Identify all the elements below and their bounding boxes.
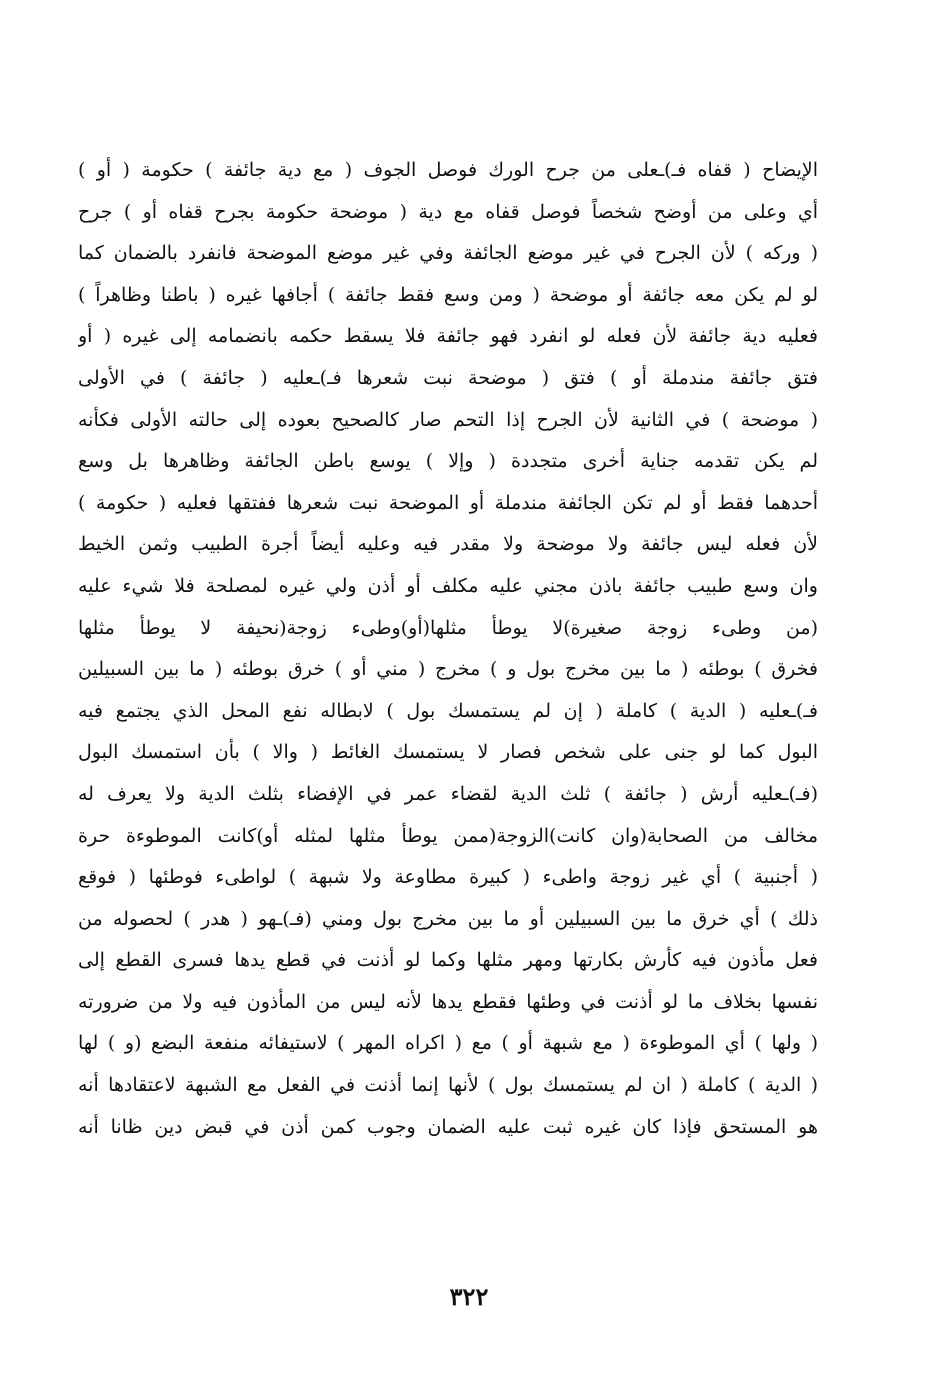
body-text [78,150,818,1148]
text-line: ( الدية ) كاملة ( ان لم يستمسك بول ) لأنها إنما أذنت في الفعل مع الشبهة لاعتقادها أنه [78,1074,818,1097]
page-number: ٣٢٢ [449,1282,489,1311]
text-line: الإيضاح ( قفاه فـ)ـعلى من جرح الورك فوصل الجوف ( مع دية جائفة ) حكومة ( أو ) [78,159,818,181]
text-line: فخرق ) بوطئه ( ما بين مخرج بول و ) مخرج ( مني أو ) خرق بوطئه ( ما بين السبيلين [78,658,818,681]
text-line: (فـ)ـعليه أرش ( جائفة ) ثلث الدية لقضاء عمر في الإفضاء بثلث الدية ولا يعرف له [78,782,818,805]
text-line: لأن فعله ليس جائفة ولا موضحة ولا مقدر فيه وعليه أيضاً أجرة الطبيب وثمن الخيط [78,533,818,556]
text-line: نفسها بخلاف ما لو أذنت في وطئها فقطع يدها لأنه ليس من المأذون فيه ولا من ضرورته [78,990,818,1013]
text-line: هو المستحق فإذا كان غيره ثبت عليه الضمان وجوب كمن أذن في قبض دين ظانا أنه [78,1115,818,1138]
text-line: (من وطىء زوجة صغيرة)لا يوطأ مثلها(أو)وطىء زوجة(نحيفة لا يوطأ مثلها [78,616,818,639]
text-line: فعليه دية جائفة لأن فعله لو انفرد فهو جائفة فلا يسقط حكمه بانضمامه إلى غيره ( أو [78,325,818,348]
text-line: ( وركه ) لأن الجرح في غير موضع الجائفة وفي غير موضع الموضحة فانفرد بالضمان كما [78,242,818,265]
text-line: فعل مأذون فيه كأرش بكارتها ومهر مثلها وكما لو أذنت في قطع يدها فسرى القطع إلى [78,949,818,972]
text-line: أي وعلى من أوضح شخصاً فوصل قفاه مع دية ( موضحة حكومة بجرح قفاه أو ) جرح [78,200,818,223]
text-line: فـ)ـعليه ( الدية ) كاملة ( إن لم يستمسك بول ) لابطاله نفع المحل الذي يجتمع فيه [78,699,818,722]
text-line: فتق جائفة مندملة أو ) فتق ( موضحة نبت شعرها فـ)ـعليه ( جائفة ) في الأولى [78,366,818,389]
text-line: ذلك ) أي خرق ما بين السبيلين أو ما بين مخرج بول ومني (فـ)ـهو ( هدر ) لحصوله من [78,907,818,930]
text-line: ( ولها ) أي الموطوءة ( مع شبهة أو ) مع ( اكراه المهر ) لاستيفائه منفعة البضع (و ) لها [78,1032,818,1055]
text-line: وان وسع طبيب جائفة باذن مجني عليه مكلف أو أذن ولي غيره لمصلحة فلا شيء عليه [78,574,818,597]
text-line: ( موضحة ) في الثانية لأن الجرح إذا التحم صار كالصحيح بعوده إلى حالته الأولى فكأنه [78,408,818,431]
text-line: مخالف من الصحابة(وان كانت)الزوجة(ممن يوطأ مثلها لمثله أو)كانت الموطوءة حرة [78,824,818,847]
text-line: البول كما لو جنى على شخص فصار لا يستمسك الغائط ( والا ) بأن استمسك البول [78,741,818,764]
text-line: ( أجنبية ) أي غير زوجة واطىء ( كبيرة مطاوعة ولا شبهة ) لواطىء فوطئها ( فوقع [78,866,818,889]
text-line: أحدهما فقط أو لم تكن الجائفة مندملة أو الموضحة نبت شعرها ففتقها فعليه ( حكومة ) [78,491,818,514]
text-line: لو لم يكن معه جائفة أو موضحة ( ومن وسع فقط جائفة ) أجافها غيره ( باطنا وظاهراً ) [78,283,818,306]
text-line: لم يكن تقدمه جناية أخرى متجددة ( وإلا ) يوسع باطن الجائفة وظاهرها بل وسع [78,450,818,473]
